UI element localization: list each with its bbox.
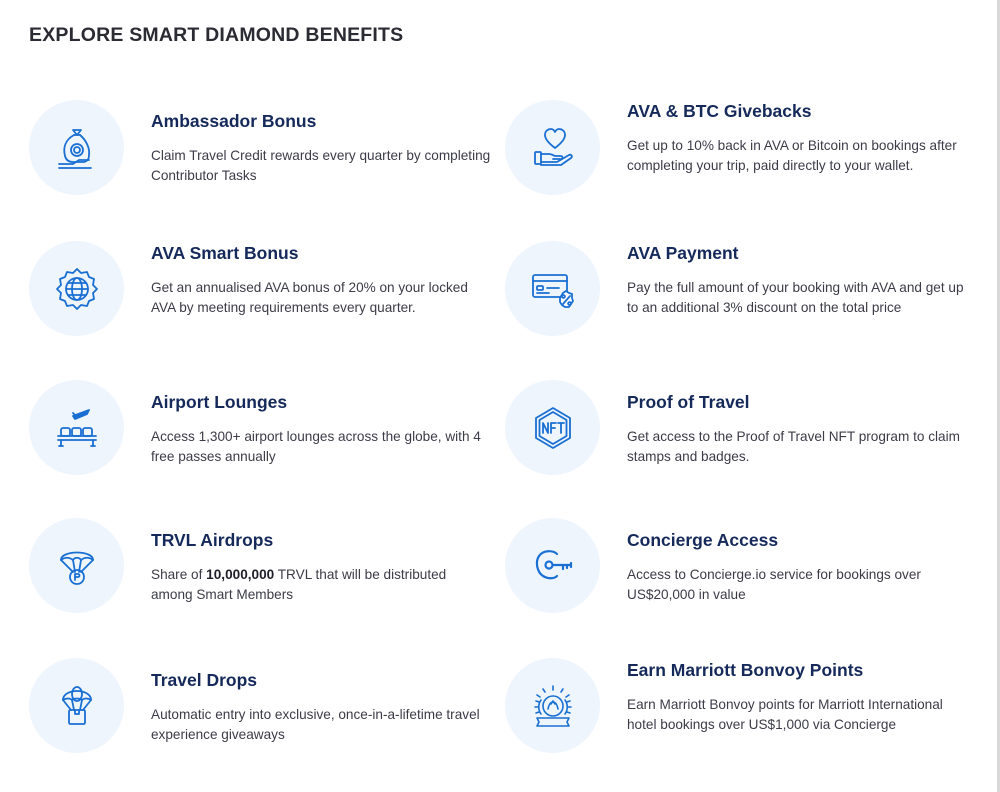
benefit-description: Get an annualised AVA bonus of 20% on your locked AVA by meeting requirements every quarter. <box>151 280 468 315</box>
benefit-title: AVA & BTC Givebacks <box>627 101 812 121</box>
benefit-title: Ambassador Bonus <box>151 111 317 131</box>
benefit-description: Earn Marriott Bonvoy points for Marriott International hotel bookings over US$1,000 via Concierge <box>627 697 943 732</box>
benefit-airport-lounges <box>29 380 499 480</box>
parachute-gift-icon <box>29 658 124 753</box>
nft-hexagon-icon <box>505 380 600 475</box>
benefit-title: Concierge Access <box>627 530 779 550</box>
benefit-trvl-airdrops <box>29 518 499 618</box>
benefit-description: Share of 10,000,000 TRVL that will be distributed among Smart Members <box>151 567 447 602</box>
benefit-title: AVA Payment <box>627 243 739 263</box>
card-discount-icon <box>505 241 600 336</box>
benefit-ambassador-bonus <box>29 100 499 200</box>
benefit-proof-of-travel <box>505 380 975 480</box>
airport-lounge-icon <box>29 380 124 475</box>
section-title: EXPLORE SMART DIAMOND BENEFITS <box>29 24 404 46</box>
heart-hand-icon <box>505 100 600 195</box>
benefit-description: Automatic entry into exclusive, once-in-a-lifetime travel experience giveaways <box>151 707 480 742</box>
benefit-ava-smart-bonus <box>29 241 499 341</box>
money-bag-icon <box>29 100 124 195</box>
benefit-description: Get access to the Proof of Travel NFT program to claim stamps and badges. <box>627 429 960 464</box>
parachute-coin-icon <box>29 518 124 613</box>
airdrop-amount: 10,000,000 <box>206 567 275 582</box>
concierge-key-icon <box>505 518 600 613</box>
globe-badge-icon <box>29 241 124 336</box>
benefit-description: Access 1,300+ airport lounges across the globe, with 4 free passes annually <box>151 429 481 464</box>
benefit-description: Claim Travel Credit rewards every quarter by completing Contributor Tasks <box>151 148 491 183</box>
laurel-award-icon <box>505 658 600 753</box>
benefit-travel-drops <box>29 658 499 758</box>
benefit-description: Access to Concierge.io service for bookings over US$20,000 in value <box>627 567 921 602</box>
benefit-ava-payment <box>505 241 975 341</box>
benefit-concierge-access <box>505 518 975 618</box>
benefit-title: Earn Marriott Bonvoy Points <box>627 660 864 680</box>
benefit-description: Get up to 10% back in AVA or Bitcoin on bookings after completing your trip, paid directly to your wallet. <box>627 138 957 173</box>
benefit-title: TRVL Airdrops <box>151 530 274 550</box>
benefit-title: Travel Drops <box>151 670 258 690</box>
benefit-earn-marriott-bonvoy-points <box>505 658 975 758</box>
benefit-description: Pay the full amount of your booking with AVA and get up to an additional 3% discount on the total price <box>627 280 964 315</box>
benefit-title: AVA Smart Bonus <box>151 243 299 263</box>
benefit-title: Airport Lounges <box>151 392 288 412</box>
benefit-title: Proof of Travel <box>627 392 750 412</box>
benefit-ava-btc-givebacks <box>505 100 975 200</box>
